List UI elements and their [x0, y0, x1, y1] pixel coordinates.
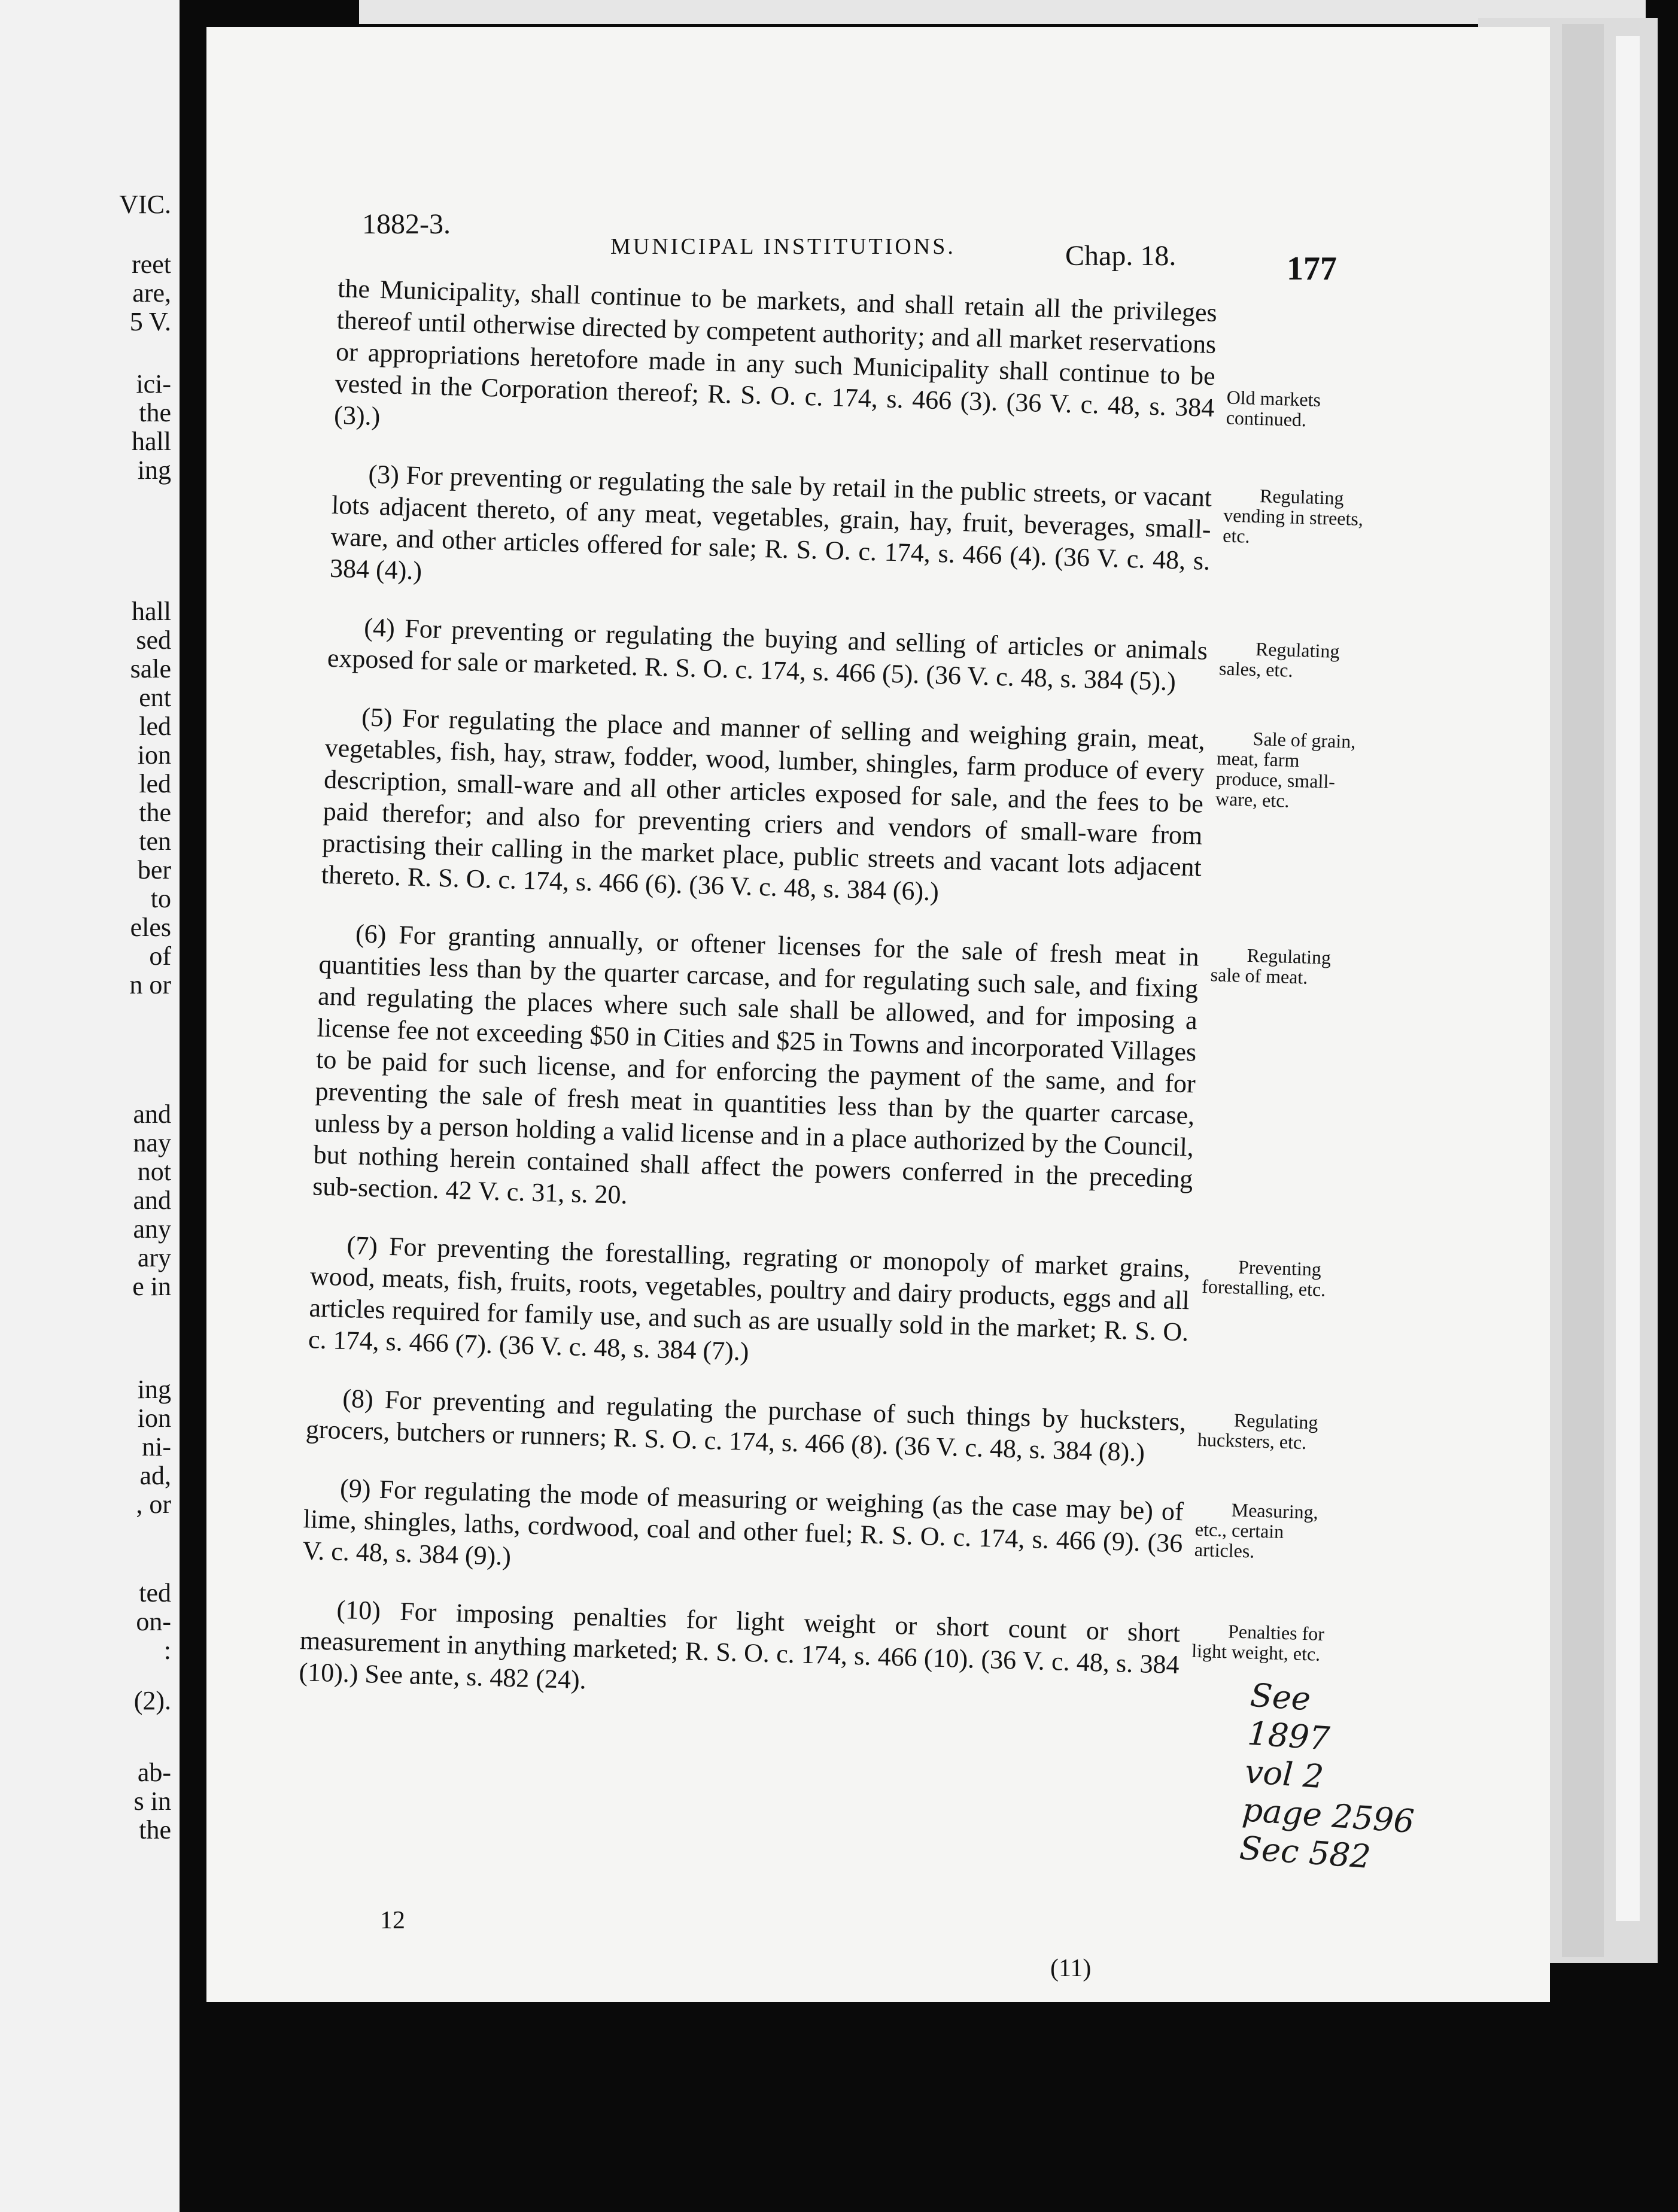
section-paragraph: [333, 272, 1321, 455]
section-paragraph: [305, 1381, 1318, 1469]
left-page-fragment: ent: [139, 683, 171, 712]
left-page-fragment: s in: [133, 1786, 171, 1816]
left-page-fragment: , or: [136, 1490, 171, 1519]
left-page-fragment: any: [133, 1214, 171, 1244]
left-page-fragment: led: [139, 712, 171, 741]
paragraph-text: (4) For preventing or regulating the buying and selling of articles or animals exposed for sale or marketed. R. S. O. c. 174, s. 466 (5). (36 V. c. 48, s. 384 (5).): [327, 612, 1208, 697]
header-title: MUNICIPAL INSTITUTIONS.: [610, 234, 956, 259]
left-page-fragment: ber: [137, 855, 171, 885]
catchword: (11): [1050, 1955, 1092, 1982]
left-page-fragment: sale: [130, 654, 171, 683]
handwritten-line: 1897: [1246, 1714, 1332, 1758]
page-number: 177: [1287, 250, 1337, 287]
left-page-fragment: ing: [137, 455, 171, 485]
handwritten-line: Sec 582: [1238, 1829, 1372, 1876]
left-page-fragment: n or: [129, 970, 171, 999]
left-page-fragment: are,: [132, 278, 171, 308]
left-page-fragment: and: [133, 1099, 171, 1129]
left-page-fragment: hall: [132, 427, 171, 456]
left-page-fragment: ion: [137, 1403, 171, 1433]
marginal-note: Preventing forestalling, etc.: [1201, 1256, 1326, 1301]
left-page-fragment: ten: [139, 827, 171, 856]
paragraph-text: (6) For granting annually, or oftener licenses for the sale of fresh meat in quantities less than by the quarter carcase, and for regulating such sale, and fixing and regulating the places where such sale shall be allowed, and for imposing a license fee not exceeding $50 in Cities and $25 in Towns and incorporated Villages to be paid for such license, and for enforcing the payment of the same, and for preventing the sale of fresh meat in quantities less than by the quarter carcase, unless by a person holding a valid license and in a place authorized by the Council, but nothing herein contained shall affect the powers conferred in the preceding sub-section. 42 V. c. 31, s. 20.: [312, 919, 1200, 1210]
marginal-note: Measuring, etc., certain articles.: [1194, 1499, 1319, 1562]
left-page-fragment: the: [139, 1815, 171, 1845]
marginal-note: Old markets continued.: [1226, 386, 1321, 431]
left-page-fragment: sed: [136, 625, 171, 655]
paragraph-text: the Municipality, shall continue to be markets, and shall retain all the privileges thereof until otherwise directed by competent authority; and all market reservations or appropriations heretofore made in any such Municipality shall continue to be vested in the Corporation thereof; R. S. O. c. 174, s. 466 (3). (36 V. c. 48, s. 384 (3).): [333, 273, 1218, 432]
handwritten-line: vol 2: [1244, 1752, 1326, 1796]
marginal-note: Penalties for light weight, etc.: [1191, 1620, 1325, 1665]
marginal-note: Regulating sale of meat.: [1210, 944, 1332, 988]
left-page-fragment: ted: [139, 1578, 171, 1608]
marginal-note: Regulating sales, etc.: [1218, 638, 1340, 681]
left-page-fragment: of: [149, 941, 171, 971]
page-stack-edge-highlight: [1616, 36, 1640, 1921]
left-page-fragment: ing: [137, 1375, 171, 1404]
marginal-note: Regulating vending in streets, etc.: [1222, 485, 1364, 547]
section-paragraph: [321, 700, 1356, 915]
left-page-fragment: not: [137, 1157, 171, 1186]
section-paragraph: [308, 1228, 1326, 1380]
left-page-fragment: ary: [137, 1243, 171, 1272]
paragraph-text: (5) For regulating the place and manner of selling and weighing grain, meat, vegetables, fish, hay, straw, fodder, wood, lumber, shingles, farm produce of every description, small-ware and all other articles exposed for sale, and the fees to be paid therefor; and also for preventing criers and vendors of small-ware from practising their calling in the market place, public streets and vacant lots adjacent thereto. R. S. O. c. 174, s. 466 (6). (36 V. c. 48, s. 384 (6).): [321, 702, 1206, 907]
previous-page-edge: [0, 0, 180, 2212]
header-chapter: Chap. 18.: [1065, 240, 1177, 272]
marginal-note: Regulating hucksters, etc.: [1197, 1409, 1318, 1453]
left-page-fragment: the: [139, 798, 171, 827]
section-paragraph: [302, 1471, 1319, 1591]
left-page-fragment: ici-: [136, 369, 171, 399]
paragraph-text: (10) For imposing penalties for light weight or short count or short measurement in anything marketed; R. S. O. c. 174, s. 466 (10). (36 V. c. 48, s. 384 (10).) See ante, s. 482 (24).: [298, 1594, 1181, 1695]
left-page-fragment: ni-: [142, 1432, 171, 1462]
paragraph-text: (9) For regulating the mode of measuring or weighing (as the case may be) of lime, shingles, laths, cordwood, coal and other fuel; R. S. O. c. 174, s. 466 (9). (36 V. c. 48, s. 384 (9).): [302, 1473, 1184, 1571]
left-page-fragment: 5 V.: [129, 307, 171, 336]
left-page-fragment: hall: [132, 597, 171, 626]
page-stack-edge-shadow: [1562, 24, 1604, 1957]
section-paragraph: [312, 917, 1332, 1227]
signature-mark: 12: [380, 1907, 405, 1934]
section-paragraph: [327, 610, 1340, 698]
left-page-fragment: led: [139, 769, 171, 798]
left-page-fragment: reet: [132, 250, 171, 279]
paragraph-text: (7) For preventing the forestalling, regrating or monopoly of market grains, wood, meats, fish, fruits, roots, vegetables, poultry and dairy products, eggs and all articles required for family use, and such as are usually sold in the market; R. S. O. c. 174, s. 466 (7). (36 V. c. 48, s. 384 (7).): [308, 1230, 1191, 1366]
left-page-fragment: ab-: [137, 1758, 171, 1787]
left-page-fragment: nay: [133, 1128, 171, 1157]
header-year: 1882-3.: [362, 208, 451, 240]
left-page-fragment: the: [139, 398, 171, 427]
left-page-fragment: :: [163, 1636, 171, 1665]
left-page-fragment: VIC.: [119, 190, 171, 219]
handwritten-line: page 2596: [1241, 1791, 1416, 1841]
page-top-edge: [359, 0, 1646, 24]
left-page-fragment: and: [133, 1186, 171, 1215]
handwritten-note: [1238, 1676, 1419, 1879]
left-page-fragment: on-: [136, 1607, 171, 1636]
section-paragraph: [298, 1593, 1325, 1712]
left-page-fragment: ion: [137, 740, 171, 770]
paragraph-text: (3) For preventing or regulating the sale by retail in the public streets, or vacant lots adjacent thereto, of any meat, vegetables, grain, hay, fruit, beverages, small-ware, and other articles offered for sale; R. S. O. c. 174, s. 466 (4). (36 V. c. 48, s. 384 (4).): [329, 459, 1212, 586]
paragraph-text: (8) For preventing and regulating the purchase of such things by hucksters, grocers, butchers or runners; R. S. O. c. 174, s. 466 (8). (36 V. c. 48, s. 384 (8).): [305, 1383, 1187, 1467]
section-paragraph: [329, 457, 1364, 609]
left-page-fragment: to: [150, 884, 171, 913]
marginal-note: Sale of grain, meat, farm produce, small-ware, etc.: [1215, 727, 1356, 812]
left-page-fragment: ad,: [139, 1461, 171, 1490]
handwritten-line: See: [1249, 1676, 1312, 1718]
left-page-fragment: (2).: [133, 1686, 171, 1715]
page-body: [298, 272, 1367, 1743]
left-page-fragment: e in: [132, 1272, 171, 1301]
left-page-fragment: eles: [130, 913, 171, 942]
